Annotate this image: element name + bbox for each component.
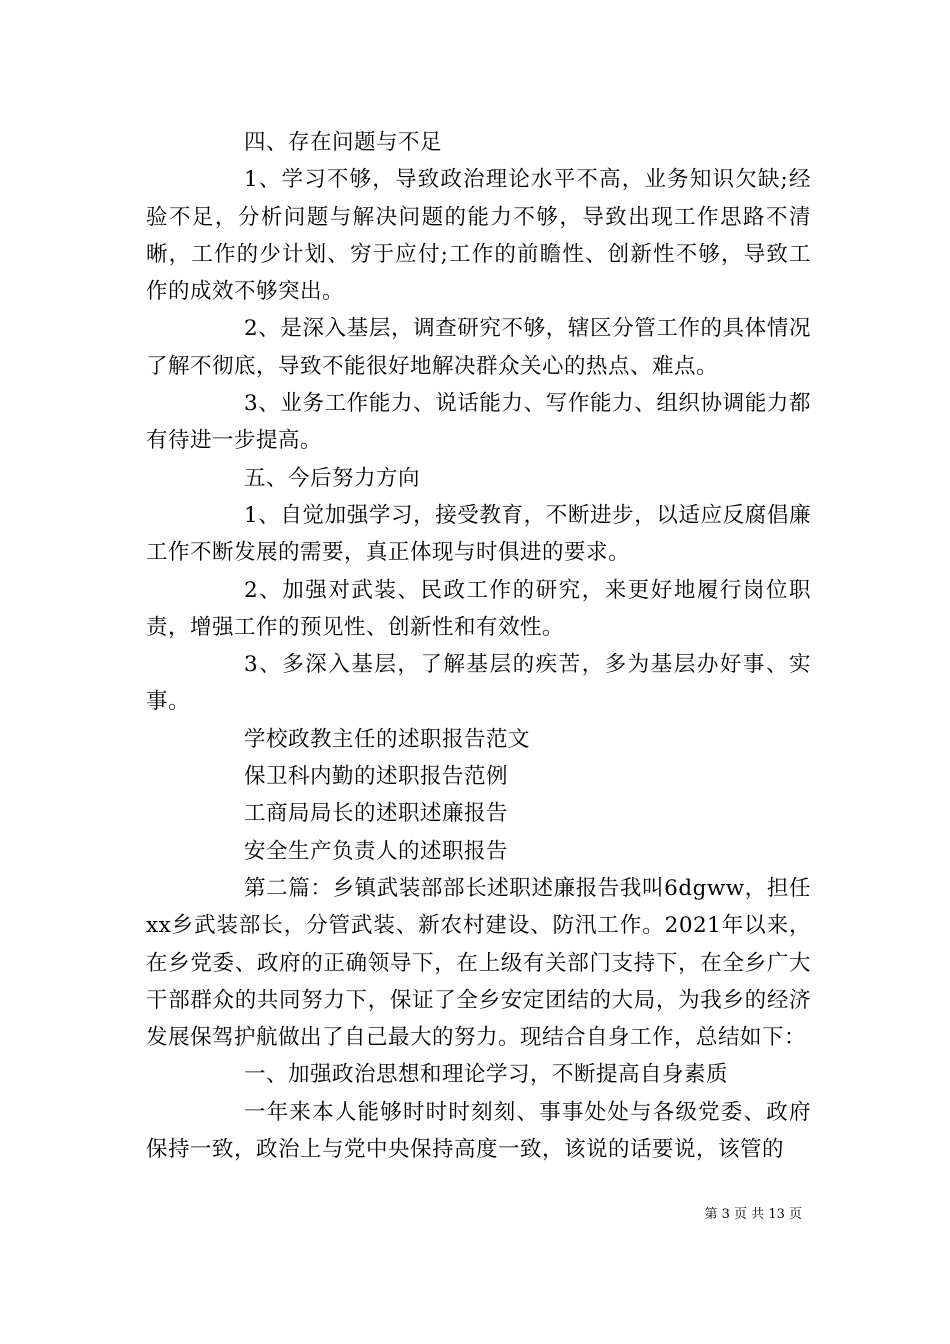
paragraph: 2、加强对武装、民政工作的研究，来更好地履行岗位职责，增强工作的预见性、创新性和有效性。 <box>146 577 811 640</box>
paragraph: 3、业务工作能力、说话能力、写作能力、组织协调能力都有待进一步提高。 <box>146 391 811 454</box>
section-heading-direction: 五、今后努力方向 <box>244 465 421 491</box>
related-link-title: 学校政教主任的述职报告范文 <box>244 726 531 752</box>
paragraph: 第二篇：乡镇武装部部长述职述廉报告我叫6dgww，担任xx乡武装部长，分管武装、新农村建设、防汛工作。2021年以来，在乡党委、政府的正确领导下，在上级有关部门支持下，在全乡广大干部群众的共同努力下，保证了全乡安定团结的大局，为我乡的经济发展保驾护航做出了自己最大的努力。现结合自身工作，总结如下： <box>146 875 811 1051</box>
paragraph: 1、学习不够，导致政治理论水平不高，业务知识欠缺;经验不足，分析问题与解决问题的能力不够，导致出现工作思路不清晰，工作的少计划、穷于应付;工作的前瞻性、创新性不够，导致工作的成效不够突出。 <box>146 167 811 305</box>
page-number-footer: 第 3 页 共 13 页 <box>704 1207 802 1222</box>
paragraph: 一年来本人能够时时时刻刻、事事处处与各级党委、政府保持一致，政治上与党中央保持高度一致，该说的话要说，该管的 <box>146 1099 811 1163</box>
paragraph: 3、多深入基层，了解基层的疾苦，多为基层办好事、实事。 <box>146 652 811 715</box>
related-link-title: 工商局局长的述职述廉报告 <box>244 801 509 827</box>
section-heading-problems: 四、存在问题与不足 <box>244 130 443 155</box>
section-heading-study: 一、加强政治思想和理论学习，不断提高自身素质 <box>244 1062 729 1088</box>
paragraph: 1、自觉加强学习，接受教育，不断进步，以适应反腐倡廉工作不断发展的需要，真正体现与时俱进的要求。 <box>146 502 811 566</box>
related-link-title: 保卫科内勤的述职报告范例 <box>244 764 509 790</box>
paragraph: 2、是深入基层，调查研究不够，辖区分管工作的具体情况了解不彻底，导致不能很好地解决群众关心的热点、难点。 <box>146 316 811 379</box>
document-body <box>146 124 811 1168</box>
related-link-title: 安全生产负责人的述职报告 <box>244 838 509 864</box>
